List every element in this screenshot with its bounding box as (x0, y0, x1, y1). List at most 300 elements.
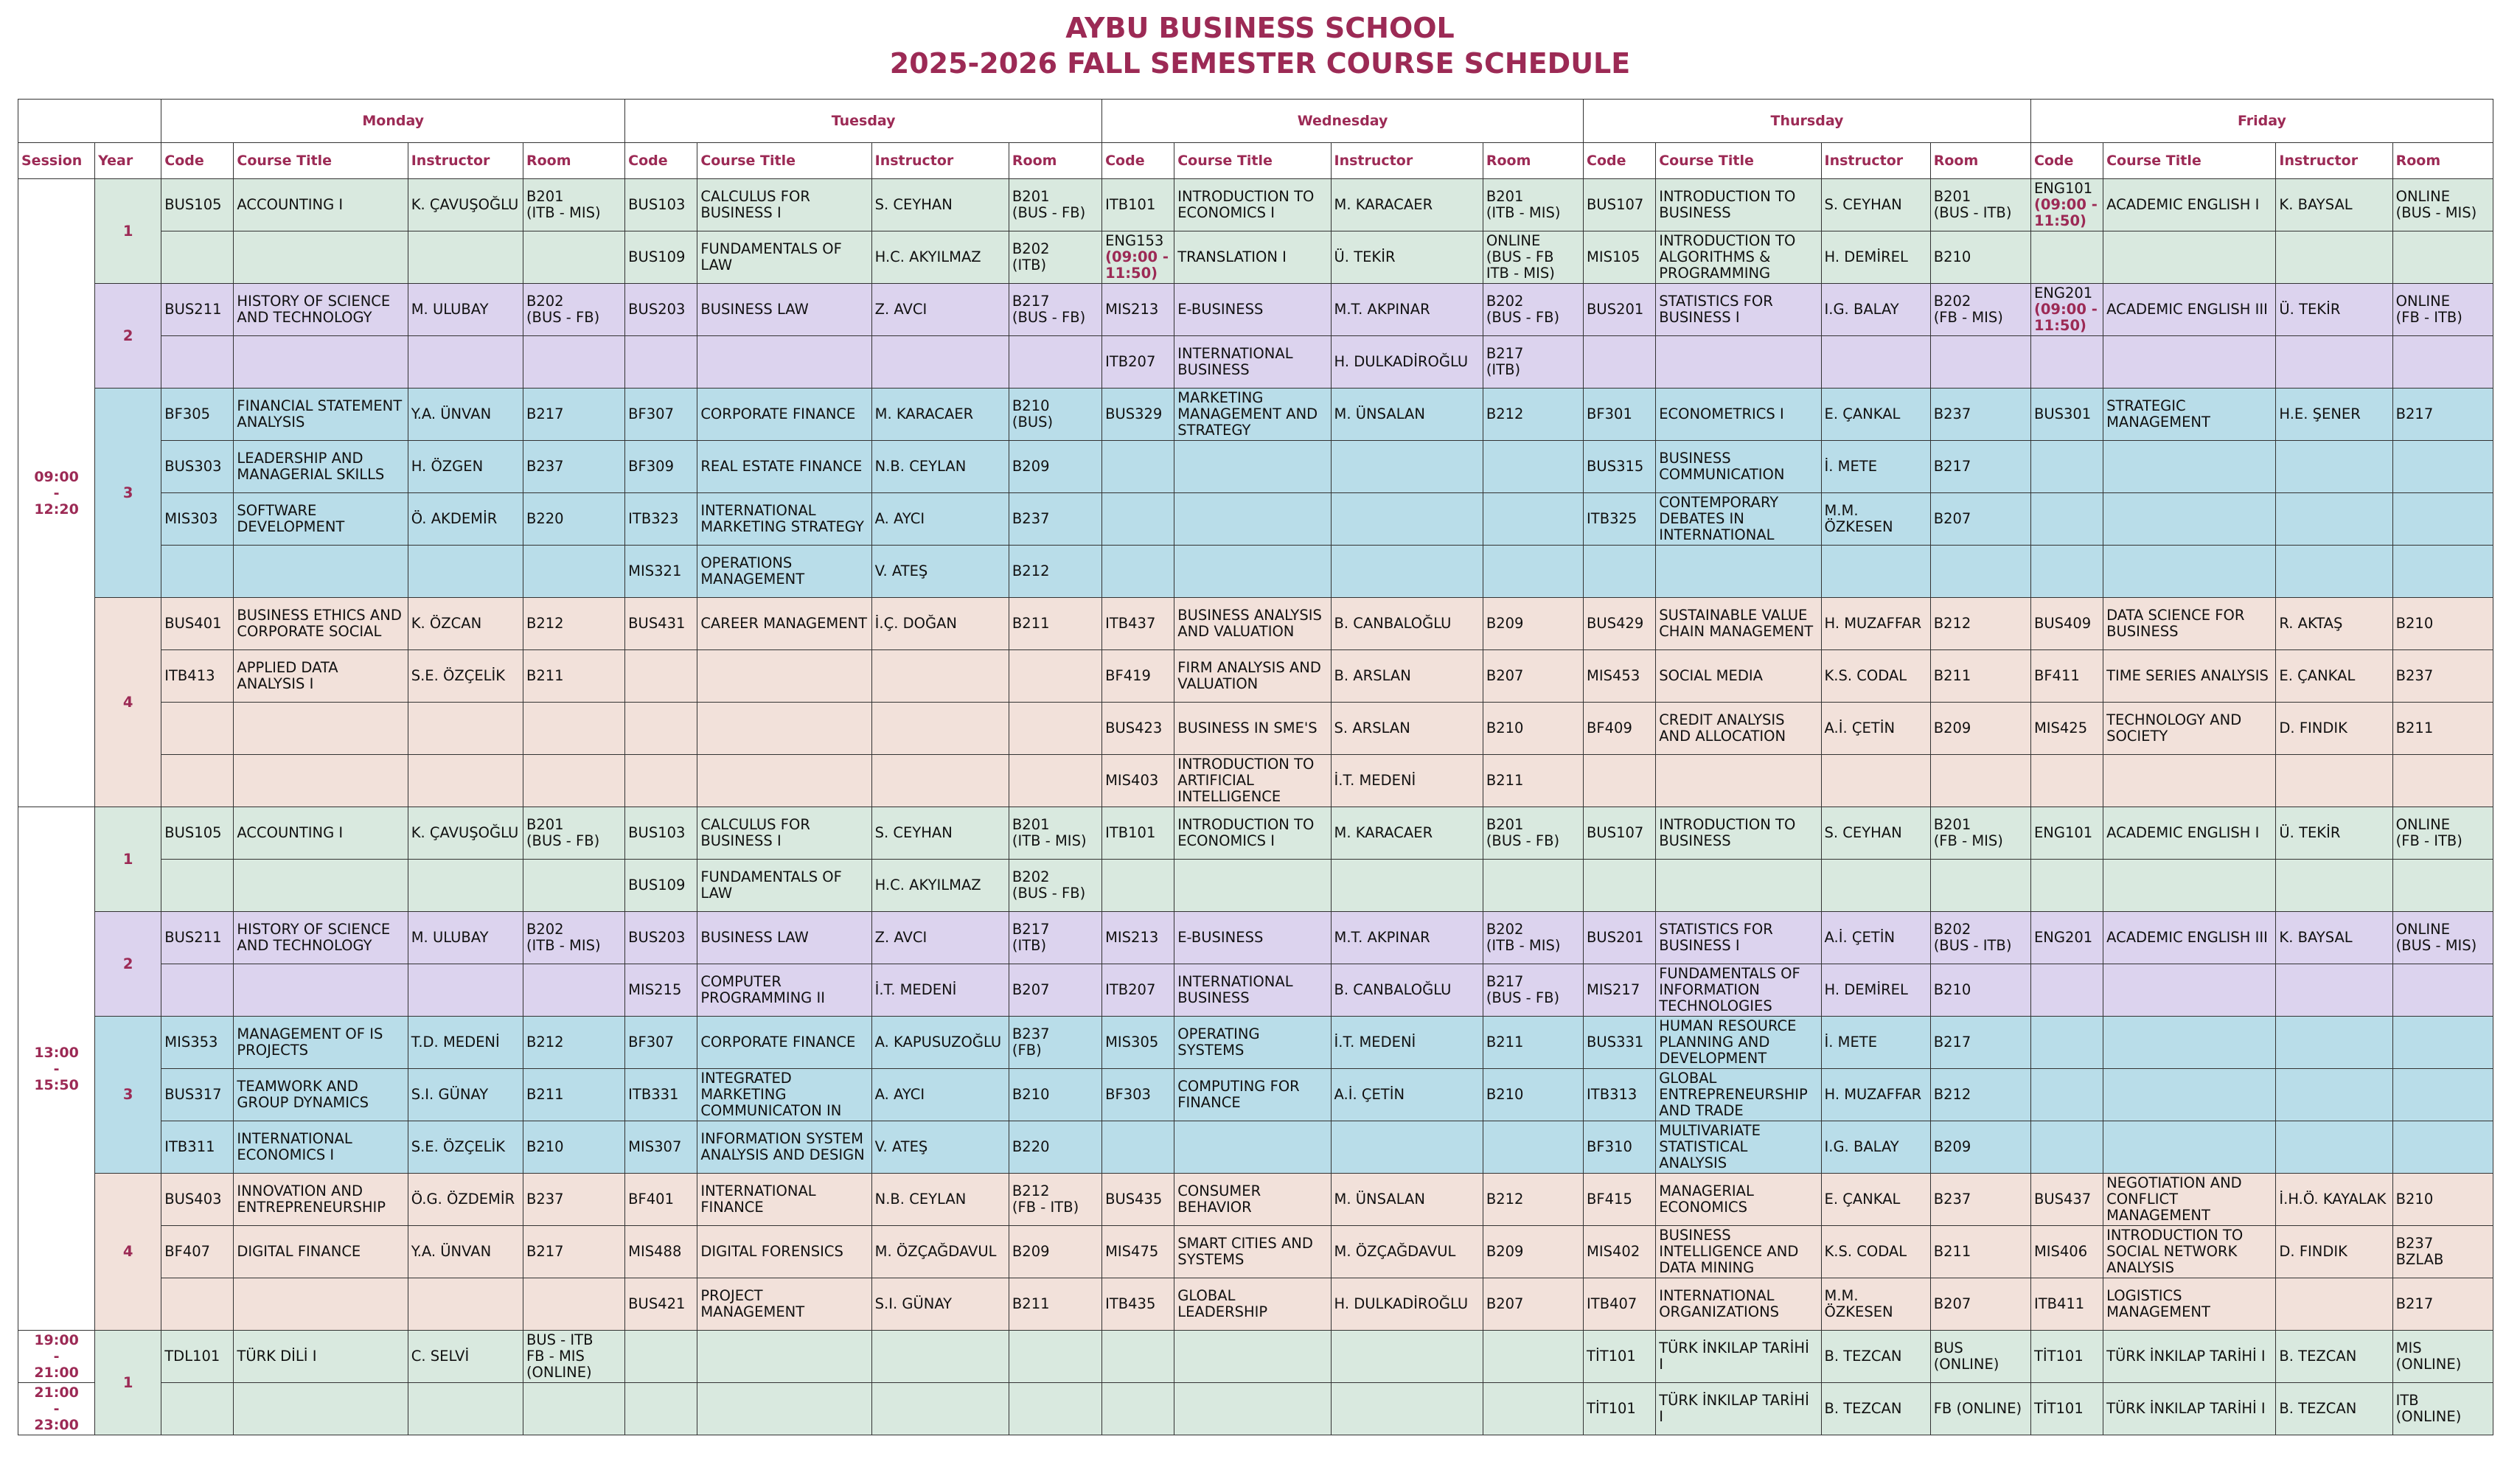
room: B202 (BUS - FB) (1009, 860, 1101, 912)
course-title (697, 336, 871, 389)
instructor (1821, 546, 1930, 598)
instructor: C. SELVİ (408, 1331, 523, 1383)
course-title: INTRODUCTION TO ARTIFICIAL INTELLIGENCE (1174, 755, 1331, 807)
course-code (625, 703, 697, 755)
course-title: INTERNATIONAL BUSINESS (1174, 336, 1331, 389)
schedule-row (18, 1174, 2493, 1226)
year-label: 4 (95, 1174, 161, 1331)
course-title (2103, 1069, 2276, 1121)
course-title: LEADERSHIP AND MANAGERIAL SKILLS (234, 441, 408, 493)
room (1483, 860, 1583, 912)
course-title (1174, 1121, 1331, 1174)
room (1009, 650, 1101, 703)
instructor: B. CANBALOĞLU (1331, 598, 1483, 650)
schedule-row (18, 1331, 2493, 1383)
course-code: MIS217 (1584, 964, 1656, 1017)
course-code: BUS301 (2030, 389, 2103, 441)
instructor: K. BAYSAL (2276, 912, 2392, 964)
course-code (2030, 1069, 2103, 1121)
room (1483, 546, 1583, 598)
course-code: BUS103 (625, 807, 697, 860)
course-title (234, 1383, 408, 1435)
instructor: İ. METE (1821, 1017, 1930, 1069)
course-code: BF301 (1584, 389, 1656, 441)
course-code (625, 650, 697, 703)
room: B211 (2392, 703, 2493, 755)
schedule-row (18, 546, 2493, 598)
course-code: TİT101 (2030, 1383, 2103, 1435)
course-title: OPERATING SYSTEMS (1174, 1017, 1331, 1069)
room: B202 (ITB) (1009, 231, 1101, 284)
year-label: 4 (95, 598, 161, 807)
instructor: K. BAYSAL (2276, 179, 2392, 231)
instructor: K.S. CODAL (1821, 1226, 1930, 1278)
course-title: INTRODUCTION TO SOCIAL NETWORK ANALYSIS (2103, 1226, 2276, 1278)
course-code: ENG153 (09:00 - 11:50) (1102, 231, 1174, 284)
room: B212 (523, 1017, 624, 1069)
room (523, 755, 624, 807)
course-code: TİT101 (1584, 1331, 1656, 1383)
room: B237 (523, 441, 624, 493)
course-title: STATISTICS FOR BUSINESS I (1656, 284, 1821, 336)
course-title (234, 964, 408, 1017)
session-time: 13:00 - 15:50 (18, 807, 95, 1331)
course-code: ITB311 (161, 1121, 234, 1174)
instructor: S.I. GÜNAY (408, 1069, 523, 1121)
course-title (234, 703, 408, 755)
course-code: TİT101 (1584, 1383, 1656, 1435)
room: B217 (523, 389, 624, 441)
course-code (161, 1278, 234, 1331)
instructor: T.D. MEDENİ (408, 1017, 523, 1069)
course-code: ITB435 (1102, 1278, 1174, 1331)
schedule-row (18, 284, 2493, 336)
instructor: A. AYCI (871, 1069, 1009, 1121)
instructor: K.S. CODAL (1821, 650, 1930, 703)
course-code: MIS475 (1102, 1226, 1174, 1278)
room: B212 (1009, 546, 1101, 598)
course-code: BF310 (1584, 1121, 1656, 1174)
school-title: AYBU BUSINESS SCHOOL (1065, 12, 1455, 44)
course-code (1584, 546, 1656, 598)
course-title (234, 336, 408, 389)
course-code (161, 755, 234, 807)
course-code: BUS211 (161, 284, 234, 336)
course-title (2103, 860, 2276, 912)
instructor (871, 650, 1009, 703)
schedule-row (18, 1017, 2493, 1069)
course-title (234, 231, 408, 284)
room (1009, 1331, 1101, 1383)
instructor: A. KAPUSUZOĞLU (871, 1017, 1009, 1069)
instructor (871, 1331, 1009, 1383)
course-code: MIS105 (1584, 231, 1656, 284)
instructor: H. MUZAFFAR (1821, 598, 1930, 650)
course-code: BUS105 (161, 807, 234, 860)
course-code: ITB207 (1102, 336, 1174, 389)
course-code: BF407 (161, 1226, 234, 1278)
room (2392, 1017, 2493, 1069)
schedule-row (18, 755, 2493, 807)
schedule-row (18, 389, 2493, 441)
course-title (1174, 441, 1331, 493)
course-title: TÜRK İNKILAP TARİHİ I (2103, 1383, 2276, 1435)
instructor: B. TEZCAN (2276, 1331, 2392, 1383)
course-title: INTERNATIONAL BUSINESS (1174, 964, 1331, 1017)
room (2392, 546, 2493, 598)
course-code: MIS213 (1102, 284, 1174, 336)
room: B209 (1483, 1226, 1583, 1278)
room: B237 (FB) (1009, 1017, 1101, 1069)
header-corner (18, 100, 161, 143)
course-code: BUS421 (625, 1278, 697, 1331)
instructor: A.İ. ÇETİN (1821, 703, 1930, 755)
course-title (234, 1278, 408, 1331)
course-code (161, 1383, 234, 1435)
room: B237 (1009, 493, 1101, 546)
instructor: M. KARACAER (871, 389, 1009, 441)
room (1930, 860, 2030, 912)
course-title: FINANCIAL STATEMENT ANALYSIS (234, 389, 408, 441)
course-title (1174, 860, 1331, 912)
room: B217 (BUS - FB) (1009, 284, 1101, 336)
course-title: CAREER MANAGEMENT (697, 598, 871, 650)
room: B217 (523, 1226, 624, 1278)
course-code: BUS303 (161, 441, 234, 493)
course-code (2030, 493, 2103, 546)
room: B212 (523, 598, 624, 650)
course-title: FIRM ANALYSIS AND VALUATION (1174, 650, 1331, 703)
instructor: D. FINDIK (2276, 703, 2392, 755)
room: ONLINE (BUS - MIS) (2392, 912, 2493, 964)
instructor: İ.Ç. DOĞAN (871, 598, 1009, 650)
room: B237 (1930, 389, 2030, 441)
day-header-friday: Friday (2030, 100, 2493, 143)
room (523, 703, 624, 755)
instructor (2276, 1121, 2392, 1174)
course-code: BF411 (2030, 650, 2103, 703)
course-title: MANAGEMENT OF IS PROJECTS (234, 1017, 408, 1069)
room (1483, 1121, 1583, 1174)
course-title (1656, 336, 1821, 389)
instructor: H. MUZAFFAR (1821, 1069, 1930, 1121)
course-code: ENG201 (2030, 912, 2103, 964)
course-title (697, 703, 871, 755)
room: FB (ONLINE) (1930, 1383, 2030, 1435)
room (1483, 1383, 1583, 1435)
course-code (2030, 755, 2103, 807)
course-title (1656, 755, 1821, 807)
room-header: Room (1483, 143, 1583, 179)
course-title: TEAMWORK AND GROUP DYNAMICS (234, 1069, 408, 1121)
instructor: N.B. CEYLAN (871, 441, 1009, 493)
room: B201 (BUS - FB) (1483, 807, 1583, 860)
course-code: BF307 (625, 389, 697, 441)
course-title-header: Course Title (1174, 143, 1331, 179)
course-code (1102, 1383, 1174, 1435)
course-title (1174, 493, 1331, 546)
course-title (234, 860, 408, 912)
instructor: M.T. AKPINAR (1331, 284, 1483, 336)
course-code (2030, 546, 2103, 598)
course-title: E-BUSINESS (1174, 284, 1331, 336)
course-title: CONTEMPORARY DEBATES IN INTERNATIONAL (1656, 493, 1821, 546)
course-code (1102, 546, 1174, 598)
course-code: ITB101 (1102, 807, 1174, 860)
instructor: M.M. ÖZKESEN (1821, 493, 1930, 546)
course-title-header: Course Title (697, 143, 871, 179)
room (1930, 336, 2030, 389)
room: B210 (2392, 598, 2493, 650)
instructor (408, 231, 523, 284)
instructor (408, 860, 523, 912)
room: B201 (FB - MIS) (1930, 807, 2030, 860)
instructor: N.B. CEYLAN (871, 1174, 1009, 1226)
room: B211 (1009, 1278, 1101, 1331)
course-code: ITB313 (1584, 1069, 1656, 1121)
room: B210 (1483, 703, 1583, 755)
course-code: MIS213 (1102, 912, 1174, 964)
room (523, 546, 624, 598)
schedule-row (18, 860, 2493, 912)
room: B207 (1483, 1278, 1583, 1331)
course-code: ITB101 (1102, 179, 1174, 231)
course-code (2030, 336, 2103, 389)
course-code: BF419 (1102, 650, 1174, 703)
instructor: H.C. AKYILMAZ (871, 860, 1009, 912)
year-label: 2 (95, 912, 161, 1017)
course-code: BUS329 (1102, 389, 1174, 441)
time-note: (09:00 - 11:50) (1105, 248, 1169, 282)
course-title: CORPORATE FINANCE (697, 389, 871, 441)
room: B210 (523, 1121, 624, 1174)
instructor: H. ÖZGEN (408, 441, 523, 493)
course-title-header: Course Title (234, 143, 408, 179)
instructor-header: Instructor (1331, 143, 1483, 179)
instructor (408, 964, 523, 1017)
instructor: Z. AVCI (871, 912, 1009, 964)
course-code: BUS201 (1584, 284, 1656, 336)
room: ONLINE (BUS - FB ITB - MIS) (1483, 231, 1583, 284)
session-time: 19:00 - 21:00 (18, 1331, 95, 1383)
schedule-row (18, 1226, 2493, 1278)
schedule-row (18, 1278, 2493, 1331)
time-note: (09:00 - 11:50) (2033, 301, 2098, 334)
instructor-header: Instructor (408, 143, 523, 179)
course-code: BUS331 (1584, 1017, 1656, 1069)
room: B217 (ITB) (1483, 336, 1583, 389)
schedule-row (18, 231, 2493, 284)
instructor: M.T. AKPINAR (1331, 912, 1483, 964)
room: B210 (1930, 964, 2030, 1017)
room: B201 (BUS - FB) (1009, 179, 1101, 231)
course-code: BUS423 (1102, 703, 1174, 755)
room: BUS - ITB FB - MIS (ONLINE) (523, 1331, 624, 1383)
course-title: TÜRK İNKILAP TARİHİ I (1656, 1383, 1821, 1435)
schedule-row (18, 179, 2493, 231)
instructor: M.M. ÖZKESEN (1821, 1278, 1930, 1331)
course-title: ACCOUNTING I (234, 179, 408, 231)
course-title (697, 755, 871, 807)
course-title: INFORMATION SYSTEM ANALYSIS AND DESIGN (697, 1121, 871, 1174)
schedule-row (18, 650, 2493, 703)
instructor: E. ÇANKAL (1821, 1174, 1930, 1226)
course-code: ITB413 (161, 650, 234, 703)
course-code: BUS437 (2030, 1174, 2103, 1226)
course-title: INTRODUCTION TO BUSINESS (1656, 179, 1821, 231)
instructor: S.I. GÜNAY (871, 1278, 1009, 1331)
instructor: İ.T. MEDENİ (871, 964, 1009, 1017)
room-header: Room (523, 143, 624, 179)
course-code (1102, 860, 1174, 912)
course-title: FUNDAMENTALS OF LAW (697, 860, 871, 912)
course-title (2103, 755, 2276, 807)
course-code (2030, 860, 2103, 912)
instructor (871, 755, 1009, 807)
course-title: SMART CITIES AND SYSTEMS (1174, 1226, 1331, 1278)
time-note: (09:00 - 11:50) (2033, 196, 2098, 229)
course-title (234, 755, 408, 807)
course-code (1102, 1331, 1174, 1383)
room (1930, 546, 2030, 598)
schedule-row (18, 1121, 2493, 1174)
course-title: TIME SERIES ANALYSIS (2103, 650, 2276, 703)
course-title: BUSINESS ETHICS AND CORPORATE SOCIAL (234, 598, 408, 650)
instructor (1331, 546, 1483, 598)
instructor: Y.A. ÜNVAN (408, 389, 523, 441)
room: B211 (1483, 1017, 1583, 1069)
course-code: TDL101 (161, 1331, 234, 1383)
instructor: K. ÖZCAN (408, 598, 523, 650)
course-code (625, 1331, 697, 1383)
course-title: INTRODUCTION TO ECONOMICS I (1174, 179, 1331, 231)
course-code: MIS303 (161, 493, 234, 546)
course-code (161, 703, 234, 755)
course-title: INTRODUCTION TO BUSINESS (1656, 807, 1821, 860)
instructor: B. CANBALOĞLU (1331, 964, 1483, 1017)
course-title (697, 1383, 871, 1435)
course-code: BUS201 (1584, 912, 1656, 964)
course-code: ENG101 (2030, 807, 2103, 860)
instructor: M. ULUBAY (408, 912, 523, 964)
course-title: ACADEMIC ENGLISH III (2103, 912, 2276, 964)
course-code (1102, 1121, 1174, 1174)
room: B211 (1009, 598, 1101, 650)
course-title: CALCULUS FOR BUSINESS I (697, 179, 871, 231)
course-code (2030, 441, 2103, 493)
course-code: MIS215 (625, 964, 697, 1017)
course-code (625, 1383, 697, 1435)
room: B237 (2392, 650, 2493, 703)
course-title: FUNDAMENTALS OF LAW (697, 231, 871, 284)
instructor (1331, 1121, 1483, 1174)
year-header: Year (95, 143, 161, 179)
course-code (1102, 493, 1174, 546)
room: B209 (1009, 441, 1101, 493)
course-title: DATA SCIENCE FOR BUSINESS (2103, 598, 2276, 650)
course-title (234, 546, 408, 598)
room (2392, 336, 2493, 389)
room: B217 (ITB) (1009, 912, 1101, 964)
course-title: DIGITAL FINANCE (234, 1226, 408, 1278)
instructor (1331, 1383, 1483, 1435)
course-title: E-BUSINESS (1174, 912, 1331, 964)
room (1483, 493, 1583, 546)
schedule-row (18, 1069, 2493, 1121)
instructor: I.G. BALAY (1821, 1121, 1930, 1174)
course-title-header: Course Title (1656, 143, 1821, 179)
instructor: İ.T. MEDENİ (1331, 1017, 1483, 1069)
schedule-row (18, 598, 2493, 650)
instructor (1331, 1331, 1483, 1383)
room: B209 (1930, 1121, 2030, 1174)
instructor (871, 336, 1009, 389)
course-code (2030, 1017, 2103, 1069)
course-code: BUS103 (625, 179, 697, 231)
course-title (2103, 546, 2276, 598)
course-title: CONSUMER BEHAVIOR (1174, 1174, 1331, 1226)
course-code: ITB331 (625, 1069, 697, 1121)
course-title: ACCOUNTING I (234, 807, 408, 860)
instructor (2276, 493, 2392, 546)
course-code (161, 860, 234, 912)
course-title: CALCULUS FOR BUSINESS I (697, 807, 871, 860)
room: B210 (1009, 1069, 1101, 1121)
instructor-header: Instructor (1821, 143, 1930, 179)
room: B201 (ITB - MIS) (1009, 807, 1101, 860)
instructor: M. ÜNSALAN (1331, 1174, 1483, 1226)
room: B202 (FB - MIS) (1930, 284, 2030, 336)
schedule-row (18, 807, 2493, 860)
room: B217 (2392, 1278, 2493, 1331)
course-title: FUNDAMENTALS OF INFORMATION TECHNOLOGIES (1656, 964, 1821, 1017)
instructor: B. ARSLAN (1331, 650, 1483, 703)
course-code: MIS406 (2030, 1226, 2103, 1278)
course-title: INTERNATIONAL ORGANIZATIONS (1656, 1278, 1821, 1331)
instructor (871, 703, 1009, 755)
course-code: BUS107 (1584, 179, 1656, 231)
course-code: BUS105 (161, 179, 234, 231)
instructor (2276, 860, 2392, 912)
course-title: REAL ESTATE FINANCE (697, 441, 871, 493)
instructor: K. ÇAVUŞOĞLU (408, 179, 523, 231)
course-title (1174, 1331, 1331, 1383)
room: B211 (523, 650, 624, 703)
course-code (2030, 231, 2103, 284)
room: B202 (ITB - MIS) (1483, 912, 1583, 964)
room: B202 (BUS - FB) (1483, 284, 1583, 336)
room (1009, 336, 1101, 389)
schedule-table (18, 99, 2493, 1435)
course-code: ITB437 (1102, 598, 1174, 650)
course-title: ACADEMIC ENGLISH I (2103, 807, 2276, 860)
course-code (1584, 755, 1656, 807)
course-title: OPERATIONS MANAGEMENT (697, 546, 871, 598)
course-title: INTERNATIONAL ECONOMICS I (234, 1121, 408, 1174)
room: ITB (ONLINE) (2392, 1383, 2493, 1435)
instructor: Ö.G. ÖZDEMİR (408, 1174, 523, 1226)
room: B202 (ITB - MIS) (523, 912, 624, 964)
instructor-header: Instructor (871, 143, 1009, 179)
room (1009, 1383, 1101, 1435)
course-title: CORPORATE FINANCE (697, 1017, 871, 1069)
room: BUS (ONLINE) (1930, 1331, 2030, 1383)
instructor: Ü. TEKİR (2276, 807, 2392, 860)
instructor: H.E. ŞENER (2276, 389, 2392, 441)
course-title: GLOBAL LEADERSHIP (1174, 1278, 1331, 1331)
course-title: BUSINESS LAW (697, 912, 871, 964)
room: B211 (1483, 755, 1583, 807)
